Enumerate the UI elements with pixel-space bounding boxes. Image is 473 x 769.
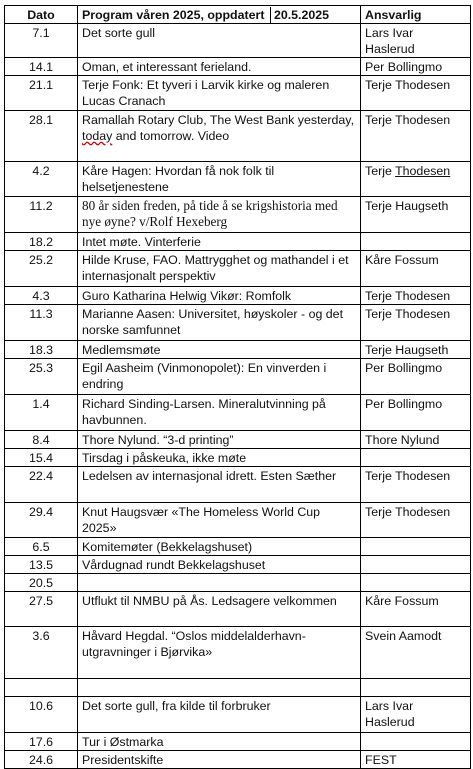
row-responsible: Per Bollingmo [361, 359, 471, 395]
row-date: 18.2 [5, 233, 78, 251]
row-date: 10.6 [5, 697, 78, 733]
row-program: 80 år siden freden, på tide å se krigshistoria med nye øyne? v/Rolf Hexeberg [78, 197, 361, 233]
row-date: 17.6 [5, 733, 78, 751]
table-row [5, 24, 471, 58]
table-row [5, 574, 471, 592]
table-row [5, 449, 471, 467]
row-date: 11.3 [5, 305, 78, 341]
row-responsible: Kåre Fossum [361, 251, 471, 287]
row-responsible [361, 538, 471, 556]
row-responsible-part-underlined: Thodesen [395, 164, 451, 178]
row-date: 4.3 [5, 287, 78, 305]
row-program-part-spellcheck: today [82, 129, 113, 143]
table-row [5, 197, 471, 233]
table-row [5, 679, 471, 697]
row-date: 13.5 [5, 556, 78, 574]
row-program: Komitemøter (Bekkelagshuset) [78, 538, 361, 556]
row-program: Tur i Østmarka [78, 733, 361, 751]
table-row [5, 467, 471, 503]
row-date: 21.1 [5, 76, 78, 111]
header-updated-date: 20.5.2025 [270, 7, 329, 23]
row-responsible: Terje Haugseth [361, 341, 471, 359]
row-program-part: and tomorrow. Video [112, 129, 230, 143]
row-responsible: Terje Thodesen [361, 305, 471, 341]
row-responsible: FEST [361, 751, 471, 769]
table-row [5, 341, 471, 359]
row-date: 15.4 [5, 449, 78, 467]
row-responsible [361, 233, 471, 251]
row-program-part: Ramallah Rotary Club, The West Bank yesterday, [82, 113, 355, 127]
row-responsible: Terje Thodesen [361, 503, 471, 538]
table-row [5, 251, 471, 287]
table-row [5, 305, 471, 341]
row-program: Presidentskifte [78, 751, 361, 769]
table-row [5, 697, 471, 733]
program-table [4, 5, 471, 769]
row-program: Utflukt til NMBU på Ås. Ledsagere velkommen [78, 592, 361, 627]
row-program: Medlemsmøte [78, 341, 361, 359]
row-responsible: Terje Haugseth [361, 197, 471, 233]
row-responsible: Thore Nylund [361, 431, 471, 449]
row-program: Det sorte gull [78, 24, 361, 58]
row-program: Marianne Aasen: Universitet, høyskoler - og det norske samfunnet [78, 305, 361, 341]
table-row [5, 592, 471, 627]
row-date [5, 679, 78, 697]
row-responsible [361, 574, 471, 592]
table-row [5, 287, 471, 305]
row-program: Håvard Hegdal. “Oslos middelalderhavn-utgravninger i Bjørvika» [78, 627, 361, 679]
row-program [78, 111, 361, 162]
table-row [5, 503, 471, 538]
row-date: 25.3 [5, 359, 78, 395]
table-row [5, 162, 471, 197]
row-responsible: Svein Aamodt [361, 627, 471, 679]
row-program: Ledelsen av internasjonal idrett. Esten Sæther [78, 467, 361, 503]
row-program: Tirsdag i påskeuka, ikke møte [78, 449, 361, 467]
row-responsible [361, 162, 471, 197]
table-row [5, 395, 471, 431]
table-row [5, 556, 471, 574]
row-program: Vårdugnad rundt Bekkelagshuset [78, 556, 361, 574]
row-program: Hilde Kruse, FAO. Mattrygghet og mathandel i et internasjonalt perspektiv [78, 251, 361, 287]
table-row [5, 359, 471, 395]
header-program-label: Program våren 2025, oppdatert [82, 8, 265, 22]
row-date: 20.5 [5, 574, 78, 592]
row-program: Knut Haugsvær «The Homeless World Cup 2025» [78, 503, 361, 538]
row-date: 18.3 [5, 341, 78, 359]
row-program: Oman, et interessant ferieland. [78, 58, 361, 76]
row-program: Richard Sinding-Larsen. Mineralutvinning på havbunnen. [78, 395, 361, 431]
row-date: 14.1 [5, 58, 78, 76]
table-row [5, 431, 471, 449]
row-responsible: Terje Thodesen [361, 76, 471, 111]
row-date: 4.2 [5, 162, 78, 197]
row-program: Guro Katharina Helwig Vikør: Romfolk [78, 287, 361, 305]
table-row [5, 111, 471, 162]
row-date: 7.1 [5, 24, 78, 58]
header-date: Dato [5, 6, 78, 24]
header-responsible: Ansvarlig [361, 6, 471, 24]
row-program: Egil Aasheim (Vinmonopolet): En vinverden i endring [78, 359, 361, 395]
row-responsible [361, 679, 471, 697]
row-program [78, 679, 361, 697]
row-date: 8.4 [5, 431, 78, 449]
row-date: 11.2 [5, 197, 78, 233]
row-responsible: Kåre Fossum [361, 592, 471, 627]
row-date: 29.4 [5, 503, 78, 538]
row-date: 1.4 [5, 395, 78, 431]
row-program [78, 574, 361, 592]
row-date: 24.6 [5, 751, 78, 769]
row-date: 25.2 [5, 251, 78, 287]
row-program: Intet møte. Vinterferie [78, 233, 361, 251]
row-date: 22.4 [5, 467, 78, 503]
row-program: Det sorte gull, fra kilde til forbruker [78, 697, 361, 733]
table-row [5, 627, 471, 679]
row-responsible: Terje Thodesen [361, 111, 471, 162]
row-date: 27.5 [5, 592, 78, 627]
row-responsible: Terje Thodesen [361, 287, 471, 305]
table-row [5, 76, 471, 111]
row-responsible: Lars Ivar Haslerud [361, 697, 471, 733]
row-responsible: Terje Thodesen [361, 467, 471, 503]
row-responsible [361, 556, 471, 574]
row-date: 6.5 [5, 538, 78, 556]
table-row [5, 733, 471, 751]
table-header-row [5, 6, 471, 24]
row-responsible [361, 449, 471, 467]
row-date: 28.1 [5, 111, 78, 162]
row-date: 3.6 [5, 627, 78, 679]
table-row [5, 233, 471, 251]
row-program: Thore Nylund. “3-d printing” [78, 431, 361, 449]
header-program [78, 6, 361, 24]
row-program: Terje Fonk: Et tyveri i Larvik kirke og maleren Lucas Cranach [78, 76, 361, 111]
row-program: Kåre Hagen: Hvordan få nok folk til helsetjenestene [78, 162, 361, 197]
row-responsible [361, 733, 471, 751]
row-responsible-part: Terje [365, 164, 396, 178]
table-row [5, 538, 471, 556]
row-responsible: Per Bollingmo [361, 58, 471, 76]
row-responsible: Lars Ivar Haslerud [361, 24, 471, 58]
table-row [5, 58, 471, 76]
row-responsible: Per Bollingmo [361, 395, 471, 431]
